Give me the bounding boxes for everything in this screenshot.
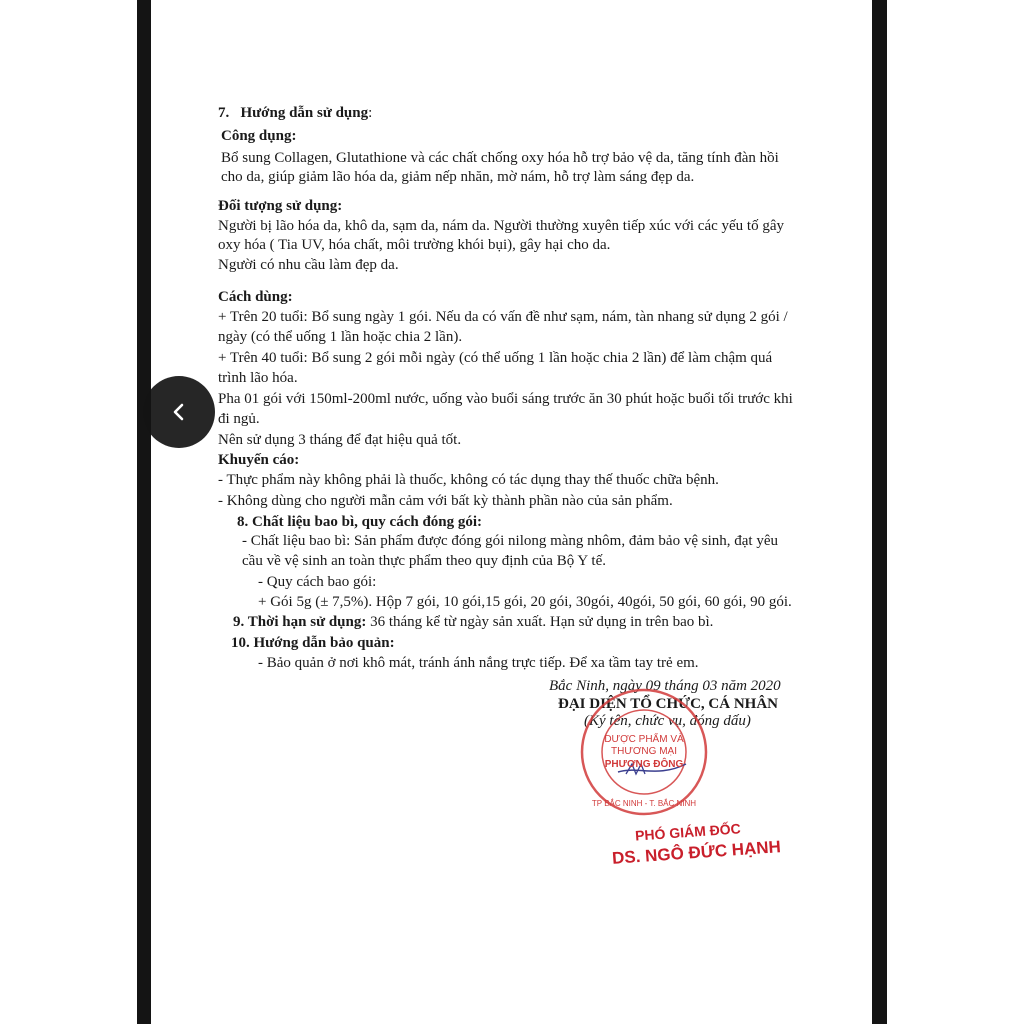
khuyencao-heading: Khuyến cáo: xyxy=(218,452,300,468)
chevron-left-icon xyxy=(167,400,191,424)
company-stamp xyxy=(578,686,710,818)
stamp-line: DƯỢC PHẨM VÀ xyxy=(604,734,684,745)
document-page xyxy=(151,0,872,1024)
stamp-line: THƯƠNG MẠI xyxy=(610,746,677,757)
section-7-heading xyxy=(218,103,372,123)
stamp-line: PHƯƠNG ĐÔNG xyxy=(604,759,684,770)
section-9 xyxy=(233,612,713,632)
cachdung-line: + Trên 40 tuổi: Bổ sung 2 gói mỗi ngày (có thể uống 1 lần hoặc chia 2 lần) để làm chậm quá xyxy=(218,350,773,366)
cachdung-line: trình lão hóa. xyxy=(218,370,298,386)
doituong-line: Người bị lão hóa da, khô da, sạm da, nám da. Người thường xuyên tiếp xúc với các yếu tố gây xyxy=(218,218,784,234)
section-8-line: + Gói 5g (± 7,5%). Hộp 7 gói, 10 gói,15 gói, 20 gói, 30gói, 40gói, 50 gói, 60 gói, 90 gói. xyxy=(258,594,792,610)
section-number: 7. xyxy=(218,105,230,121)
section-suffix: : xyxy=(368,105,373,121)
signing-note: (Ký tên, chức vụ, đóng dấu) xyxy=(584,713,751,729)
khuyencao-line: - Thực phẩm này không phải là thuốc, không có tác dụng thay thế thuốc chữa bệnh. xyxy=(218,472,719,488)
congdung-line: cho da, giúp giảm lão hóa da, giảm nếp nhăn, mờ nám, hỗ trợ làm sáng đẹp da. xyxy=(221,169,695,185)
cachdung-line: đi ngủ. xyxy=(218,411,260,427)
section-9-text: 36 tháng kể từ ngày sản xuất. Hạn sử dụng in trên bao bì. xyxy=(366,614,714,630)
cachdung-line: ngày (có thể uống 1 lần hoặc chia 2 lần). xyxy=(218,329,463,345)
stamp-ring-text: TP BẮC NINH - T. BẮC NINH xyxy=(591,799,697,808)
doituong-line: oxy hóa ( Tia UV, hóa chất, môi trường khói bụi), gây hại cho da. xyxy=(218,237,611,253)
cachdung-heading: Cách dùng: xyxy=(218,289,293,305)
cachdung-line: + Trên 20 tuổi: Bổ sung ngày 1 gói. Nếu da có vấn đề như sạm, nám, tàn nhang sử dụng 2 gói / xyxy=(218,309,788,325)
doituong-heading: Đối tượng sử dụng: xyxy=(218,198,343,214)
congdung-heading: Công dụng: xyxy=(221,128,297,144)
cachdung-line: Pha 01 gói với 150ml-200ml nước, uống vào buổi sáng trước ăn 30 phút hoặc buổi tối trước khi xyxy=(218,391,793,407)
section-10-heading: 10. Hướng dẫn bảo quản: xyxy=(231,635,395,651)
section-8-line: cầu về vệ sinh an toàn thực phẩm theo quy định của Bộ Y tế. xyxy=(242,553,607,569)
signing-date: Bắc Ninh, ngày 09 tháng 03 năm 2020 xyxy=(549,678,781,694)
doituong-line: Người có nhu cầu làm đẹp da. xyxy=(218,257,399,273)
khuyencao-line: - Không dùng cho người mẫn cảm với bất kỳ thành phần nào của sản phẩm. xyxy=(218,493,673,509)
section-8-line: - Quy cách bao gói: xyxy=(258,574,377,590)
signer-title: PHÓ GIÁM ĐỐC xyxy=(634,820,742,844)
cachdung-line: Nên sử dụng 3 tháng để đạt hiệu quả tốt. xyxy=(218,432,462,448)
previous-page-button[interactable] xyxy=(143,376,215,448)
signer-name: DS. NGÔ ĐỨC HẠNH xyxy=(611,837,782,868)
section-10-line: - Bảo quản ở nơi khô mát, tránh ánh nắng trực tiếp. Để xa tầm tay trẻ em. xyxy=(258,655,699,671)
section-8-line: - Chất liệu bao bì: Sản phẩm được đóng gói nilong màng nhôm, đảm bảo vệ sinh, đạt yêu xyxy=(242,533,778,549)
congdung-line: Bổ sung Collagen, Glutathione và các chất chống oxy hóa hỗ trợ bảo vệ da, tăng tính đàn hồi xyxy=(221,150,779,166)
section-8-heading: 8. Chất liệu bao bì, quy cách đóng gói: xyxy=(237,514,483,530)
section-title: Hướng dẫn sử dụng xyxy=(240,105,369,121)
signing-organization: ĐẠI DIỆN TỔ CHỨC, CÁ NHÂN xyxy=(558,696,779,712)
section-9-heading: 9. Thời hạn sử dụng: xyxy=(233,614,367,630)
